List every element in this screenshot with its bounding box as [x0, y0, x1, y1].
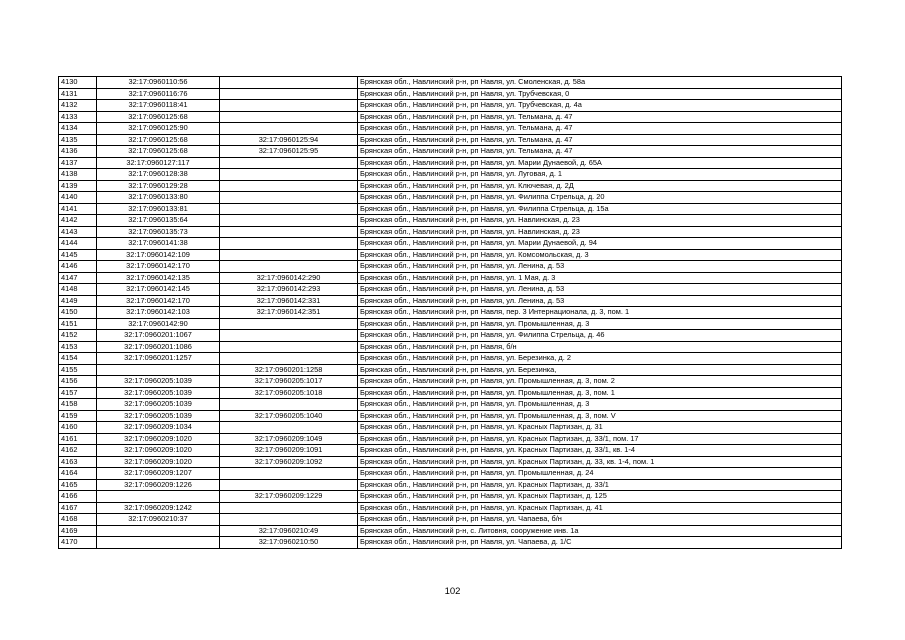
cadastral-number-cell: 32:17:0960142:103: [97, 307, 220, 319]
related-cadastral-number-cell: 32:17:0960125:95: [220, 146, 358, 158]
address-cell: Брянская обл., Навлинский р-н, рп Навля, б/н: [358, 341, 842, 353]
row-number-cell: 4146: [59, 261, 97, 273]
address-cell: Брянская обл., Навлинский р-н, рп Навля, ул. Промышленная, д. 3: [358, 318, 842, 330]
address-cell: Брянская обл., Навлинский р-н, рп Навля, ул. Промышленная, д. 3, пом. 2: [358, 376, 842, 388]
cadastral-number-cell: 32:17:0960209:1020: [97, 445, 220, 457]
related-cadastral-number-cell: [220, 249, 358, 261]
table-row: [59, 307, 842, 319]
table-row: [59, 502, 842, 514]
cadastral-number-cell: [97, 537, 220, 549]
cadastral-number-cell: 32:17:0960125:90: [97, 123, 220, 135]
table-row: [59, 514, 842, 526]
table-row: [59, 456, 842, 468]
related-cadastral-number-cell: [220, 180, 358, 192]
cadastral-number-cell: 32:17:0960125:68: [97, 111, 220, 123]
cadastral-number-cell: 32:17:0960125:68: [97, 146, 220, 158]
row-number-cell: 4156: [59, 376, 97, 388]
address-cell: Брянская обл., Навлинский р-н, рп Навля, ул. Тельмана, д. 47: [358, 134, 842, 146]
related-cadastral-number-cell: 32:17:0960142:351: [220, 307, 358, 319]
table-row: [59, 203, 842, 215]
address-cell: Брянская обл., Навлинский р-н, рп Навля, ул. Красных Партизан, д. 125: [358, 491, 842, 503]
row-number-cell: 4158: [59, 399, 97, 411]
table-row: [59, 146, 842, 158]
address-cell: Брянская обл., Навлинский р-н, рп Навля, ул. Навлинская, д. 23: [358, 226, 842, 238]
related-cadastral-number-cell: [220, 226, 358, 238]
address-cell: Брянская обл., Навлинский р-н, рп Навля, ул. Тельмана, д. 47: [358, 123, 842, 135]
address-cell: Брянская обл., Навлинский р-н, рп Навля, ул. Красных Партизан, д. 33/1: [358, 479, 842, 491]
row-number-cell: 4167: [59, 502, 97, 514]
row-number-cell: 4132: [59, 100, 97, 112]
row-number-cell: 4147: [59, 272, 97, 284]
row-number-cell: 4140: [59, 192, 97, 204]
address-cell: Брянская обл., Навлинский р-н, рп Навля, ул. Промышленная, д. 24: [358, 468, 842, 480]
cadastral-number-cell: 32:17:0960129:28: [97, 180, 220, 192]
table-row: [59, 341, 842, 353]
related-cadastral-number-cell: [220, 330, 358, 342]
cadastral-number-cell: 32:17:0960201:1067: [97, 330, 220, 342]
related-cadastral-number-cell: [220, 123, 358, 135]
cadastral-number-cell: 32:17:0960141:38: [97, 238, 220, 250]
related-cadastral-number-cell: 32:17:0960142:331: [220, 295, 358, 307]
page-number: 102: [444, 586, 461, 597]
cadastral-number-cell: 32:17:0960128:38: [97, 169, 220, 181]
related-cadastral-number-cell: [220, 479, 358, 491]
address-cell: Брянская обл., Навлинский р-н, рп Навля, ул. Луговая, д. 1: [358, 169, 842, 181]
related-cadastral-number-cell: [220, 192, 358, 204]
related-cadastral-number-cell: [220, 341, 358, 353]
row-number-cell: 4148: [59, 284, 97, 296]
cadastral-number-cell: 32:17:0960142:145: [97, 284, 220, 296]
row-number-cell: 4154: [59, 353, 97, 365]
row-number-cell: 4138: [59, 169, 97, 181]
related-cadastral-number-cell: [220, 100, 358, 112]
table-row: [59, 525, 842, 537]
related-cadastral-number-cell: [220, 88, 358, 100]
cadastral-number-cell: 32:17:0960205:1039: [97, 376, 220, 388]
address-cell: Брянская обл., Навлинский р-н, рп Навля, ул. Березинка, д. 2: [358, 353, 842, 365]
address-cell: Брянская обл., Навлинский р-н, рп Навля, ул. Смоленская, д. 58а: [358, 77, 842, 89]
cadastral-number-cell: 32:17:0960209:1020: [97, 456, 220, 468]
row-number-cell: 4157: [59, 387, 97, 399]
row-number-cell: 4160: [59, 422, 97, 434]
row-number-cell: 4165: [59, 479, 97, 491]
row-number-cell: 4133: [59, 111, 97, 123]
cadastral-number-cell: 32:17:0960209:1034: [97, 422, 220, 434]
address-cell: Брянская обл., Навлинский р-н, рп Навля, пер. 3 Интернационала, д. 3, пом. 1: [358, 307, 842, 319]
table-row: [59, 272, 842, 284]
related-cadastral-number-cell: 32:17:0960205:1017: [220, 376, 358, 388]
table-row: [59, 180, 842, 192]
row-number-cell: 4143: [59, 226, 97, 238]
address-cell: Брянская обл., Навлинский р-н, рп Навля, ул. Красных Партизан, д. 33/1, кв. 1-4: [358, 445, 842, 457]
related-cadastral-number-cell: 32:17:0960209:1092: [220, 456, 358, 468]
table-row: [59, 123, 842, 135]
table-row: [59, 134, 842, 146]
table-row: [59, 77, 842, 89]
address-cell: Брянская обл., Навлинский р-н, рп Навля, ул. 1 Мая, д. 3: [358, 272, 842, 284]
address-cell: Брянская обл., Навлинский р-н, с. Литовня, сооружение инв. 1а: [358, 525, 842, 537]
address-cell: Брянская обл., Навлинский р-н, рп Навля, ул. Промышленная, д. 3, пом. V: [358, 410, 842, 422]
address-cell: Брянская обл., Навлинский р-н, рп Навля, ул. Ключевая, д. 2Д: [358, 180, 842, 192]
related-cadastral-number-cell: [220, 502, 358, 514]
row-number-cell: 4166: [59, 491, 97, 503]
row-number-cell: 4163: [59, 456, 97, 468]
address-cell: Брянская обл., Навлинский р-н, рп Навля, ул. Тельмана, д. 47: [358, 111, 842, 123]
address-cell: Брянская обл., Навлинский р-н, рп Навля, ул. Ленина, д. 53: [358, 261, 842, 273]
row-number-cell: 4144: [59, 238, 97, 250]
row-number-cell: 4150: [59, 307, 97, 319]
address-cell: Брянская обл., Навлинский р-н, рп Навля, ул. Чапаева, д. 1/С: [358, 537, 842, 549]
related-cadastral-number-cell: [220, 169, 358, 181]
table-row: [59, 249, 842, 261]
related-cadastral-number-cell: 32:17:0960205:1040: [220, 410, 358, 422]
cadastral-number-cell: 32:17:0960110:56: [97, 77, 220, 89]
address-cell: Брянская обл., Навлинский р-н, рп Навля, ул. Чапаева, б/н: [358, 514, 842, 526]
cadastral-number-cell: 32:17:0960127:117: [97, 157, 220, 169]
table-row: [59, 226, 842, 238]
table-row: [59, 88, 842, 100]
table-row: [59, 192, 842, 204]
table-row: [59, 491, 842, 503]
related-cadastral-number-cell: [220, 468, 358, 480]
address-cell: Брянская обл., Навлинский р-н, рп Навля, ул. Промышленная, д. 3, пом. 1: [358, 387, 842, 399]
address-cell: Брянская обл., Навлинский р-н, рп Навля, ул. Березинка,: [358, 364, 842, 376]
row-number-cell: 4168: [59, 514, 97, 526]
table-row: [59, 410, 842, 422]
table-row: [59, 215, 842, 227]
cadastral-number-cell: 32:17:0960209:1242: [97, 502, 220, 514]
table-row: [59, 295, 842, 307]
row-number-cell: 4164: [59, 468, 97, 480]
cadastral-number-cell: 32:17:0960209:1020: [97, 433, 220, 445]
row-number-cell: 4152: [59, 330, 97, 342]
table-row: [59, 330, 842, 342]
cadastral-number-cell: 32:17:0960133:80: [97, 192, 220, 204]
row-number-cell: 4130: [59, 77, 97, 89]
row-number-cell: 4153: [59, 341, 97, 353]
table-row: [59, 157, 842, 169]
address-cell: Брянская обл., Навлинский р-н, рп Навля, ул. Навлинская, д. 23: [358, 215, 842, 227]
related-cadastral-number-cell: [220, 514, 358, 526]
row-number-cell: 4170: [59, 537, 97, 549]
property-register-table: [58, 76, 842, 549]
related-cadastral-number-cell: [220, 261, 358, 273]
related-cadastral-number-cell: [220, 111, 358, 123]
cadastral-number-cell: 32:17:0960142:135: [97, 272, 220, 284]
row-number-cell: 4169: [59, 525, 97, 537]
cadastral-number-cell: 32:17:0960142:90: [97, 318, 220, 330]
related-cadastral-number-cell: 32:17:0960125:94: [220, 134, 358, 146]
related-cadastral-number-cell: [220, 353, 358, 365]
address-cell: Брянская обл., Навлинский р-н, рп Навля, ул. Комсомольская, д. 3: [358, 249, 842, 261]
address-cell: Брянская обл., Навлинский р-н, рп Навля, ул. Красных Партизан, д. 31: [358, 422, 842, 434]
row-number-cell: 4135: [59, 134, 97, 146]
row-number-cell: 4161: [59, 433, 97, 445]
row-number-cell: 4134: [59, 123, 97, 135]
cadastral-number-cell: 32:17:0960142:170: [97, 261, 220, 273]
related-cadastral-number-cell: 32:17:0960142:290: [220, 272, 358, 284]
row-number-cell: 4151: [59, 318, 97, 330]
table-row: [59, 468, 842, 480]
row-number-cell: 4162: [59, 445, 97, 457]
table-row: [59, 100, 842, 112]
cadastral-number-cell: 32:17:0960210:37: [97, 514, 220, 526]
table-row: [59, 433, 842, 445]
table-row: [59, 445, 842, 457]
cadastral-number-cell: 32:17:0960201:1257: [97, 353, 220, 365]
related-cadastral-number-cell: [220, 399, 358, 411]
table-row: [59, 364, 842, 376]
table-row: [59, 479, 842, 491]
table-row: [59, 111, 842, 123]
row-number-cell: 4159: [59, 410, 97, 422]
related-cadastral-number-cell: 32:17:0960209:1229: [220, 491, 358, 503]
related-cadastral-number-cell: [220, 238, 358, 250]
cadastral-number-cell: 32:17:0960201:1086: [97, 341, 220, 353]
related-cadastral-number-cell: 32:17:0960201:1258: [220, 364, 358, 376]
address-cell: Брянская обл., Навлинский р-н, рп Навля, ул. Трубчевская, 0: [358, 88, 842, 100]
related-cadastral-number-cell: 32:17:0960210:50: [220, 537, 358, 549]
cadastral-number-cell: 32:17:0960142:170: [97, 295, 220, 307]
cadastral-number-cell: 32:17:0960135:64: [97, 215, 220, 227]
table-row: [59, 318, 842, 330]
table-row: [59, 399, 842, 411]
cadastral-number-cell: 32:17:0960133:81: [97, 203, 220, 215]
cadastral-number-cell: 32:17:0960118:41: [97, 100, 220, 112]
cadastral-number-cell: 32:17:0960116:76: [97, 88, 220, 100]
table-body: [59, 77, 842, 549]
address-cell: Брянская обл., Навлинский р-н, рп Навля, ул. Красных Партизан, д. 41: [358, 502, 842, 514]
related-cadastral-number-cell: 32:17:0960205:1018: [220, 387, 358, 399]
related-cadastral-number-cell: [220, 215, 358, 227]
address-cell: Брянская обл., Навлинский р-н, рп Навля, ул. Филиппа Стрельца, д. 15а: [358, 203, 842, 215]
table-row: [59, 238, 842, 250]
table-row: [59, 169, 842, 181]
table-row: [59, 422, 842, 434]
address-cell: Брянская обл., Навлинский р-н, рп Навля, ул. Трубчевская, д. 4а: [358, 100, 842, 112]
address-cell: Брянская обл., Навлинский р-н, рп Навля, ул. Красных Партизан, д. 33, кв. 1-4, пом. 1: [358, 456, 842, 468]
address-cell: Брянская обл., Навлинский р-н, рп Навля, ул. Промышленная, д. 3: [358, 399, 842, 411]
cadastral-number-cell: [97, 525, 220, 537]
address-cell: Брянская обл., Навлинский р-н, рп Навля, ул. Тельмана, д. 47: [358, 146, 842, 158]
cadastral-number-cell: 32:17:0960205:1039: [97, 399, 220, 411]
table-row: [59, 387, 842, 399]
cadastral-number-cell: [97, 364, 220, 376]
related-cadastral-number-cell: [220, 203, 358, 215]
row-number-cell: 4145: [59, 249, 97, 261]
related-cadastral-number-cell: 32:17:0960209:1049: [220, 433, 358, 445]
table-row: [59, 261, 842, 273]
address-cell: Брянская обл., Навлинский р-н, рп Навля, ул. Марии Дунаевой, д. 94: [358, 238, 842, 250]
row-number-cell: 4139: [59, 180, 97, 192]
related-cadastral-number-cell: [220, 77, 358, 89]
address-cell: Брянская обл., Навлинский р-н, рп Навля, ул. Филиппа Стрельца, д. 20: [358, 192, 842, 204]
table-row: [59, 376, 842, 388]
related-cadastral-number-cell: [220, 318, 358, 330]
cadastral-number-cell: 32:17:0960205:1039: [97, 410, 220, 422]
table-row: [59, 537, 842, 549]
table-row: [59, 353, 842, 365]
cadastral-number-cell: [97, 491, 220, 503]
table-row: [59, 284, 842, 296]
row-number-cell: 4131: [59, 88, 97, 100]
row-number-cell: 4149: [59, 295, 97, 307]
row-number-cell: 4142: [59, 215, 97, 227]
cadastral-number-cell: 32:17:0960135:73: [97, 226, 220, 238]
cadastral-number-cell: 32:17:0960205:1039: [97, 387, 220, 399]
row-number-cell: 4137: [59, 157, 97, 169]
related-cadastral-number-cell: 32:17:0960209:1091: [220, 445, 358, 457]
address-cell: Брянская обл., Навлинский р-н, рп Навля, ул. Марии Дунаевой, д. 65А: [358, 157, 842, 169]
related-cadastral-number-cell: [220, 422, 358, 434]
address-cell: Брянская обл., Навлинский р-н, рп Навля, ул. Филиппа Стрельца, д. 46: [358, 330, 842, 342]
address-cell: Брянская обл., Навлинский р-н, рп Навля, ул. Ленина, д. 53: [358, 295, 842, 307]
related-cadastral-number-cell: 32:17:0960210:49: [220, 525, 358, 537]
address-cell: Брянская обл., Навлинский р-н, рп Навля, ул. Ленина, д. 53: [358, 284, 842, 296]
row-number-cell: 4141: [59, 203, 97, 215]
related-cadastral-number-cell: [220, 157, 358, 169]
related-cadastral-number-cell: 32:17:0960142:293: [220, 284, 358, 296]
cadastral-number-cell: 32:17:0960209:1207: [97, 468, 220, 480]
cadastral-number-cell: 32:17:0960209:1226: [97, 479, 220, 491]
row-number-cell: 4136: [59, 146, 97, 158]
cadastral-number-cell: 32:17:0960142:109: [97, 249, 220, 261]
row-number-cell: 4155: [59, 364, 97, 376]
cadastral-number-cell: 32:17:0960125:68: [97, 134, 220, 146]
address-cell: Брянская обл., Навлинский р-н, рп Навля, ул. Красных Партизан, д. 33/1, пом. 17: [358, 433, 842, 445]
